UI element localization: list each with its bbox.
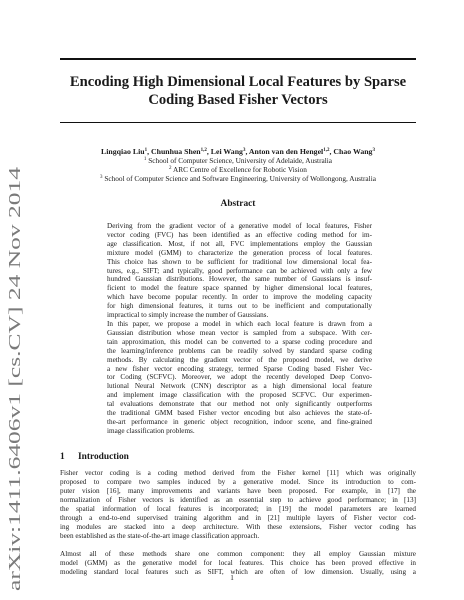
- introduction-paragraph-2: [60, 550, 416, 577]
- affiliation-1: $^1$ School of Computer Science, University of Adelaide, Australia: [143, 156, 333, 165]
- text-line: model (GMM) as the generative model for local features. This choice has been proved effective in: [60, 559, 416, 567]
- text-line: modeling standard local features such as SIFT, which are often of low dimension. Usually, using a: [60, 568, 416, 576]
- text-line: image classification problems.: [107, 426, 195, 435]
- affiliation-3: $^3$ School of Computer Science and Software Engineering, University of Wollongong, Australia: [100, 174, 376, 183]
- text-line: In this paper, we propose a model in which each local feature is drawn from a: [107, 320, 372, 328]
- arxiv-identifier-stamp: [4, 163, 28, 595]
- text-line: tain approximation, this model can be converted to a sparse coding procedure and: [107, 337, 372, 346]
- text-line: Deriving from the gradient vector of a generative model of local features, Fisher: [107, 222, 372, 230]
- section-heading-introduction: [60, 451, 129, 463]
- page-number: 1: [230, 574, 234, 582]
- text-line: tures, e.g., SIFT; and typically, good performance can be achieved with only a few: [107, 266, 372, 275]
- abstract-paragraph-1: [107, 222, 372, 320]
- abstract-paragraph-2: [107, 320, 372, 436]
- affiliation-2: $^2$ ARC Centre of Excellence for Robotic Vision: [169, 165, 307, 174]
- title-rule-top: [60, 58, 416, 60]
- text-line: Gaussian distribution whose mean vector is sampled from a subspace. With cer-: [107, 328, 372, 337]
- text-line: ficient to model the feature space spanned by higher dimensional local features,: [107, 284, 372, 293]
- author-name: Lingqiao Liu: [101, 147, 145, 156]
- author-name: Chao Wang: [333, 147, 373, 156]
- author-affiliation-mark: 3: [242, 148, 246, 153]
- paper-title: [60, 73, 416, 109]
- title-rule-bottom: [60, 122, 416, 123]
- text-line: tor Coding (SCFVC). Moreover, we adopt the recently developed Deep Convo-: [107, 373, 372, 382]
- paper-title-line-2: Coding Based Fisher Vectors: [148, 92, 328, 108]
- text-line: ing modules are stacked into a deep architecture. With these extensions, Fisher vector coding has: [60, 523, 416, 531]
- arxiv-identifier-text: arXiv:1411.6406v1 [cs.CV] 24 Nov 2014: [5, 308, 24, 591]
- text-line: lutional Neural Network (CNN) descriptor as a high dimensional local feature: [107, 382, 372, 391]
- author-affiliation-mark: 1: [144, 148, 148, 153]
- text-line: hundred Gaussian distributions. However, the same number of Gaussians is insuf-: [107, 275, 372, 284]
- section-number: 1: [60, 452, 65, 462]
- text-line: which have become popular recently. In order to improve the modeling capacity: [107, 293, 372, 302]
- text-line: through a end-to-end supervised training algorithm and in [21] multiple layers of Fisher vector cod-: [60, 514, 416, 522]
- section-title: Introduction: [78, 452, 129, 462]
- text-line: vector coding (FVC) has been identified as an effective coding method for im-: [107, 230, 372, 239]
- text-line: proposed to compare two samples induced by a generative model. Since its introduction to com-: [60, 478, 416, 486]
- text-line: for high dimensional features, it turns out to be inefficient and computationally: [107, 302, 372, 311]
- text-line: a new fisher vector encoding strategy, termed Sparse Coding based Fisher Vec-: [107, 364, 372, 373]
- author-name: Chunhua Shen: [151, 147, 201, 156]
- text-line: methods. By calculating the gradient vector of the proposed model, we derive: [107, 355, 372, 364]
- author-affiliation-mark: 1,2: [323, 148, 330, 153]
- text-line: mixture model (GMM) to characterize the generation process of local features.: [107, 248, 372, 257]
- author-affiliation-mark: 3: [372, 148, 375, 153]
- text-line: and implement image classification with the proposed SCFVC. Our experimen-: [107, 391, 372, 400]
- text-line: been established as the state-of-the-art image classification approach.: [60, 532, 260, 540]
- text-line: normalization of Fisher vectors is identified as an essential step to achieve good performance; in [13]: [60, 496, 416, 504]
- introduction-paragraph-1: [60, 469, 416, 541]
- text-line: impractical to simply increase the number of Gaussians.: [107, 311, 269, 320]
- text-line: Fisher vector coding is a coding method derived from the Fisher kernel [11] which was originally: [60, 469, 416, 477]
- text-line: the traditional GMM based Fisher vector encoding but also achieves the state-of-: [107, 409, 372, 418]
- text-line: the learning/inference problems can be readily solved by standard sparse coding: [107, 346, 372, 355]
- text-line: puter vision [16], many improvements and variants have been proposed. For example, in [17] the: [60, 487, 416, 495]
- text-line: Almost all of these methods share one common component: they all employ Gaussian mixture: [60, 550, 416, 558]
- author-name: Anton van den Hengel: [248, 147, 324, 156]
- author-list: Lingqiao Liu$^1$, Chunhua Shen$^{1,2}$, Lei Wang$^3$, Anton van den Hengel$^{1,2}$, Chao Wang$^3$: [101, 147, 375, 156]
- author-name: Lei Wang: [210, 147, 243, 156]
- abstract-heading: Abstract: [220, 199, 256, 209]
- paper-title-line-1: Encoding High Dimensional Local Features by Sparse: [69, 74, 407, 90]
- author-affiliation-mark: 1,2: [200, 148, 207, 153]
- text-line: This choice has shown to be sufficient for traditional low dimensional local fea-: [107, 257, 372, 266]
- text-line: the-art performance in generic object recognition, indoor scene, and fine-grained: [107, 417, 372, 426]
- text-line: age classification. Most, if not all, FVC implementations employ the Gaussian: [107, 239, 372, 248]
- text-line: the spatial information of local features is incorporated; in [19] the model parameters are learned: [60, 505, 416, 513]
- text-line: tal evaluations demonstrate that our method not only significantly outperforms: [107, 400, 372, 409]
